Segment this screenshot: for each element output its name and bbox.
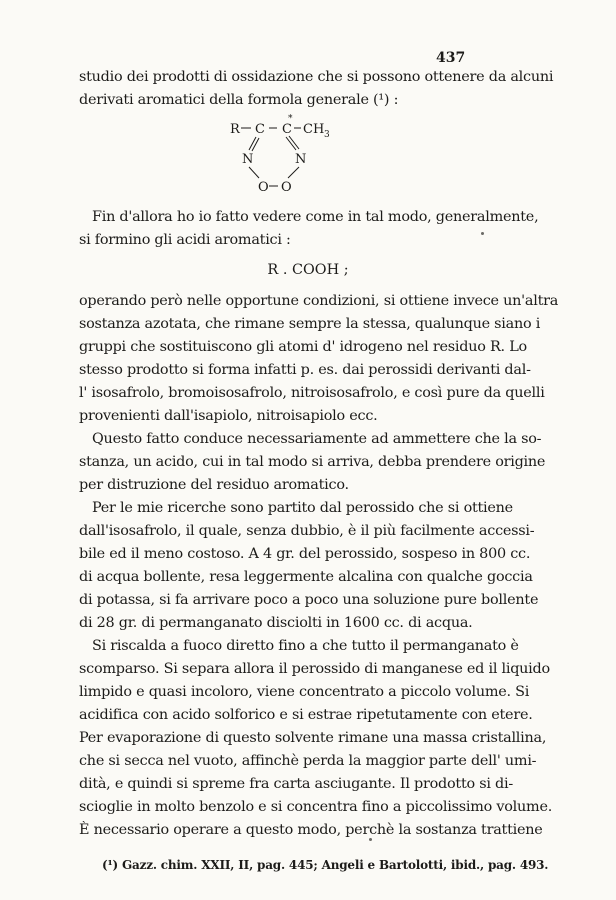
text-line: studio dei prodotti di ossidazione che si possono ottenere da alcuni	[79, 69, 554, 85]
atom-o2: O	[281, 180, 292, 195]
text-line: scioglie in molto benzolo e si concentra fino a piccolissimo volume.	[79, 799, 553, 815]
text-line: di 28 gr. di permanganato disciolti in 1600 cc. di acqua.	[79, 615, 473, 631]
text-line: bile ed il meno costoso. A 4 gr. del perossido, sospeso in 800 cc.	[79, 546, 531, 562]
atom-n1: N	[242, 152, 254, 167]
text-line: sostanza azotata, che rimane sempre la stessa, qualunque siano i	[79, 316, 541, 332]
chemical-formula-diagram	[225, 114, 345, 197]
text-line: per distruzione del residuo aromatico.	[79, 477, 349, 493]
text-line: È necessario operare a questo modo, perchè la sostanza trattiene	[79, 822, 543, 838]
text-line: che si secca nel vuoto, affinchè perda la maggior parte dell' umi-	[79, 753, 537, 769]
text-line: derivati aromatici della formola generale (¹) :	[79, 92, 399, 108]
footnote: (¹) Gazz. chim. XXII, II, pag. 445; Angeli e Bartolotti, ibid., pag. 493.	[102, 858, 549, 872]
atom-o1: O	[258, 180, 269, 195]
paper-speck	[369, 838, 372, 841]
text-line: dall'isosafrolo, il quale, senza dubbio, è il più facilmente accessi-	[79, 523, 535, 539]
atom-c2: C	[282, 122, 292, 137]
atom-ch: CH	[303, 122, 325, 137]
text-line: Fin d'allora ho io fatto vedere come in tal modo, generalmente,	[92, 209, 539, 225]
text-line: provenienti dall'isapiolo, nitroisapiolo ecc.	[79, 408, 378, 424]
acid-formula: R . COOH ;	[267, 262, 349, 278]
atom-n2: N	[295, 152, 307, 167]
text-line: acidifica con acido solforico e si estrae ripetutamente con etere.	[79, 707, 533, 723]
text-line: stanza, un acido, cui in tal modo si arriva, debba prendere origine	[79, 454, 546, 470]
text-line: Questo fatto conduce necessariamente ad ammettere che la so-	[92, 431, 542, 447]
text-line: Per le mie ricerche sono partito dal perossido che si ottiene	[92, 500, 513, 516]
paper-speck	[481, 232, 484, 235]
page-number: 437	[436, 50, 466, 66]
subscript-3: 3	[324, 130, 330, 140]
text-line: scomparso. Si separa allora il perossido di manganese ed il liquido	[79, 661, 550, 677]
text-line: Si riscalda a fuoco diretto fino a che tutto il permanganato è	[92, 638, 519, 654]
text-line: limpido e quasi incoloro, viene concentrato a piccolo volume. Si	[79, 684, 530, 700]
text-line: Per evaporazione di questo solvente rimane una massa cristallina,	[79, 730, 547, 746]
text-line: gruppi che sostituiscono gli atomi d' idrogeno nel residuo R. Lo	[79, 339, 527, 355]
double-bond	[249, 137, 256, 150]
text-line: operando però nelle opportune condizioni, si ottiene invece un'altra	[79, 293, 559, 309]
bond	[288, 167, 299, 178]
text-line: si formino gli acidi aromatici :	[79, 232, 291, 248]
text-line: l' isosafrolo, bromoisosafrolo, nitroisosafrolo, e così pure da quelli	[79, 385, 545, 401]
atom-c1: C	[255, 122, 265, 137]
text-line: di acqua bollente, resa leggermente alcalina con qualche goccia	[79, 569, 533, 585]
asterisk-mark: *	[288, 114, 293, 124]
text-line: stesso prodotto si forma infatti p. es. dai perossidi derivanti dal-	[79, 362, 531, 378]
text-line: dità, e quindi si spreme fra carta asciugante. Il prodotto si di-	[79, 776, 513, 792]
bond	[249, 167, 259, 178]
text-line: di potassa, si fa arrivare poco a poco una soluzione pure bollente	[79, 592, 539, 608]
atom-r: R	[230, 122, 240, 137]
double-bond	[252, 138, 259, 151]
